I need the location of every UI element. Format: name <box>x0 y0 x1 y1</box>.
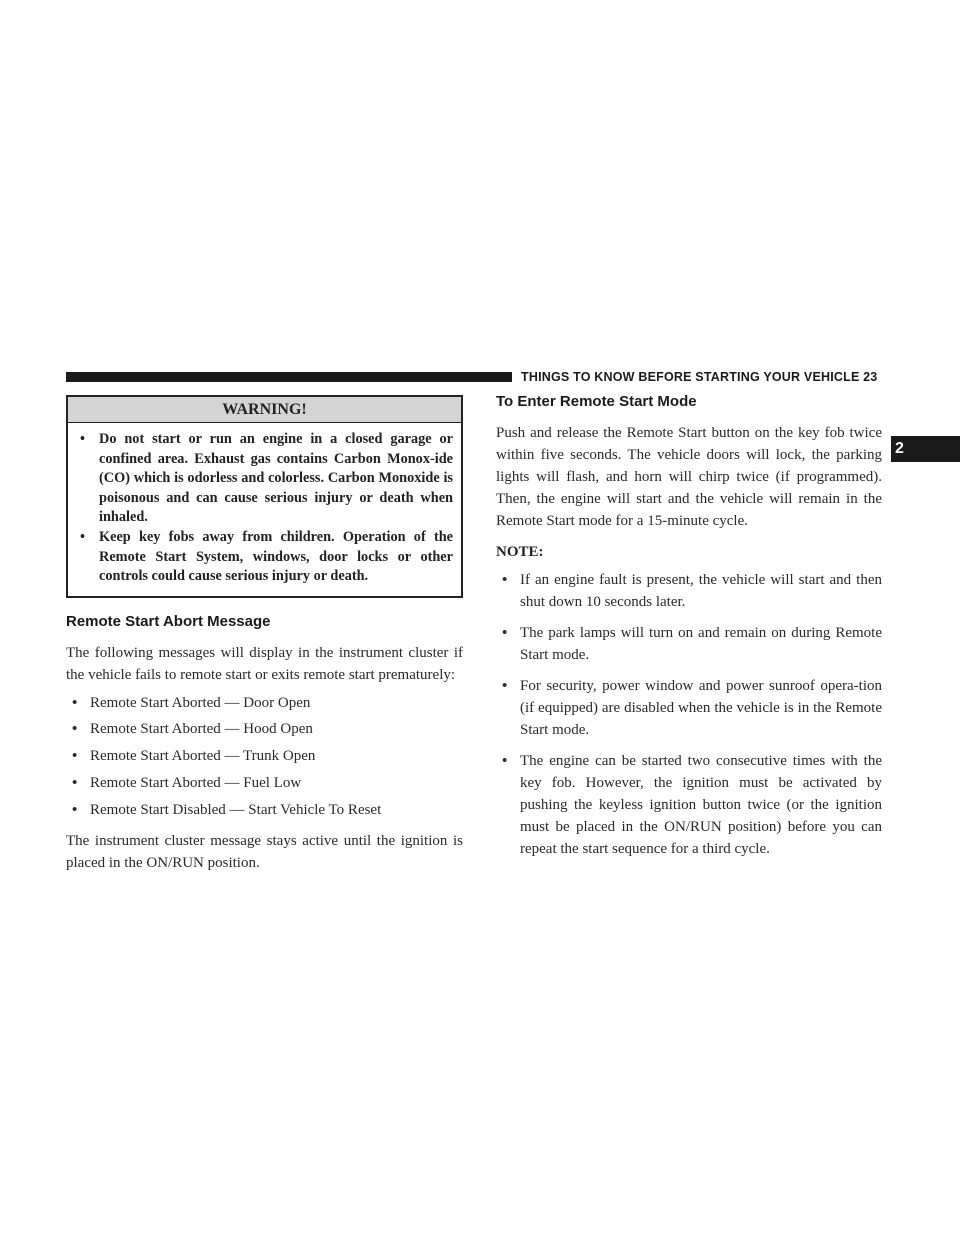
abort-message-list <box>66 692 463 821</box>
running-header: THINGS TO KNOW BEFORE STARTING YOUR VEHICLE 23 <box>521 370 878 384</box>
list-item: • Remote Start Aborted — Door Open <box>66 692 463 714</box>
note-label: NOTE: <box>496 544 544 560</box>
list-item: • Remote Start Disabled — Start Vehicle To Reset <box>66 799 463 821</box>
bullet-icon: • <box>72 801 78 818</box>
note-list <box>496 569 882 860</box>
bullet-icon: • <box>502 753 508 769</box>
warning-box <box>66 395 463 598</box>
list-item: • Remote Start Aborted — Hood Open <box>66 718 463 740</box>
enter-heading: To Enter Remote Start Mode <box>496 393 697 410</box>
right-column <box>496 391 882 869</box>
list-item: • The park lamps will turn on and remain on during Remote Start mode. <box>496 622 882 666</box>
chapter-tab: 2 <box>891 436 960 462</box>
warning-item: • Do not start or run an engine in a closed garage or confined area. Exhaust gas contains Carbon Monox-ide (CO) which is odorless and colorless. Carbon Monoxide is poisonous and can cause serious injury or death when inhaled. <box>80 431 453 526</box>
bullet-icon: • <box>502 572 508 588</box>
list-item: • Remote Start Aborted — Fuel Low <box>66 772 463 794</box>
bullet-icon: • <box>72 721 78 738</box>
list-item: • For security, power window and power sunroof opera-tion (if equipped) are disabled when the vehicle is in the Remote Start mode. <box>496 675 882 741</box>
bullet-icon: • <box>502 625 508 641</box>
list-item: • If an engine fault is present, the vehicle will start and then shut down 10 seconds later. <box>496 569 882 613</box>
bullet-icon: • <box>72 748 78 765</box>
warning-item: • Keep key fobs away from children. Operation of the Remote Start System, windows, door locks or other controls could cause serious injury or death. <box>80 528 453 585</box>
warning-list <box>68 423 461 596</box>
bullet-icon: • <box>502 678 508 694</box>
left-column <box>66 395 463 874</box>
bullet-icon: • <box>80 431 86 447</box>
list-item: • Remote Start Aborted — Trunk Open <box>66 745 463 767</box>
header-rule <box>66 372 512 382</box>
bullet-icon: • <box>80 528 86 545</box>
warning-title: WARNING! <box>68 397 461 423</box>
abort-closing: The instrument cluster message stays active until the ignition is placed in the ON/RUN position. <box>66 832 463 871</box>
list-item: • The engine can be started two consecutive times with the key fob. However, the ignition must be activated by pushing the keyless ignition button twice (or the ignition must be placed in the ON/RUN position) before you can repeat the start sequence for a third cycle. <box>496 750 882 860</box>
bullet-icon: • <box>72 774 78 791</box>
abort-intro: The following messages will display in the instrument cluster if the vehicle fails to remote start or exits remote start prematurely: <box>66 644 463 683</box>
enter-body: Push and release the Remote Start button on the key fob twice within five seconds. The vehicle doors will lock, the parking lights will flash, and horn will chirp twice (if programmed). Then, the engine will start and the vehicle will remain in the Remote Start mode for a 15-minute cycle. <box>496 425 882 529</box>
abort-heading: Remote Start Abort Message <box>66 612 271 630</box>
bullet-icon: • <box>72 694 78 711</box>
